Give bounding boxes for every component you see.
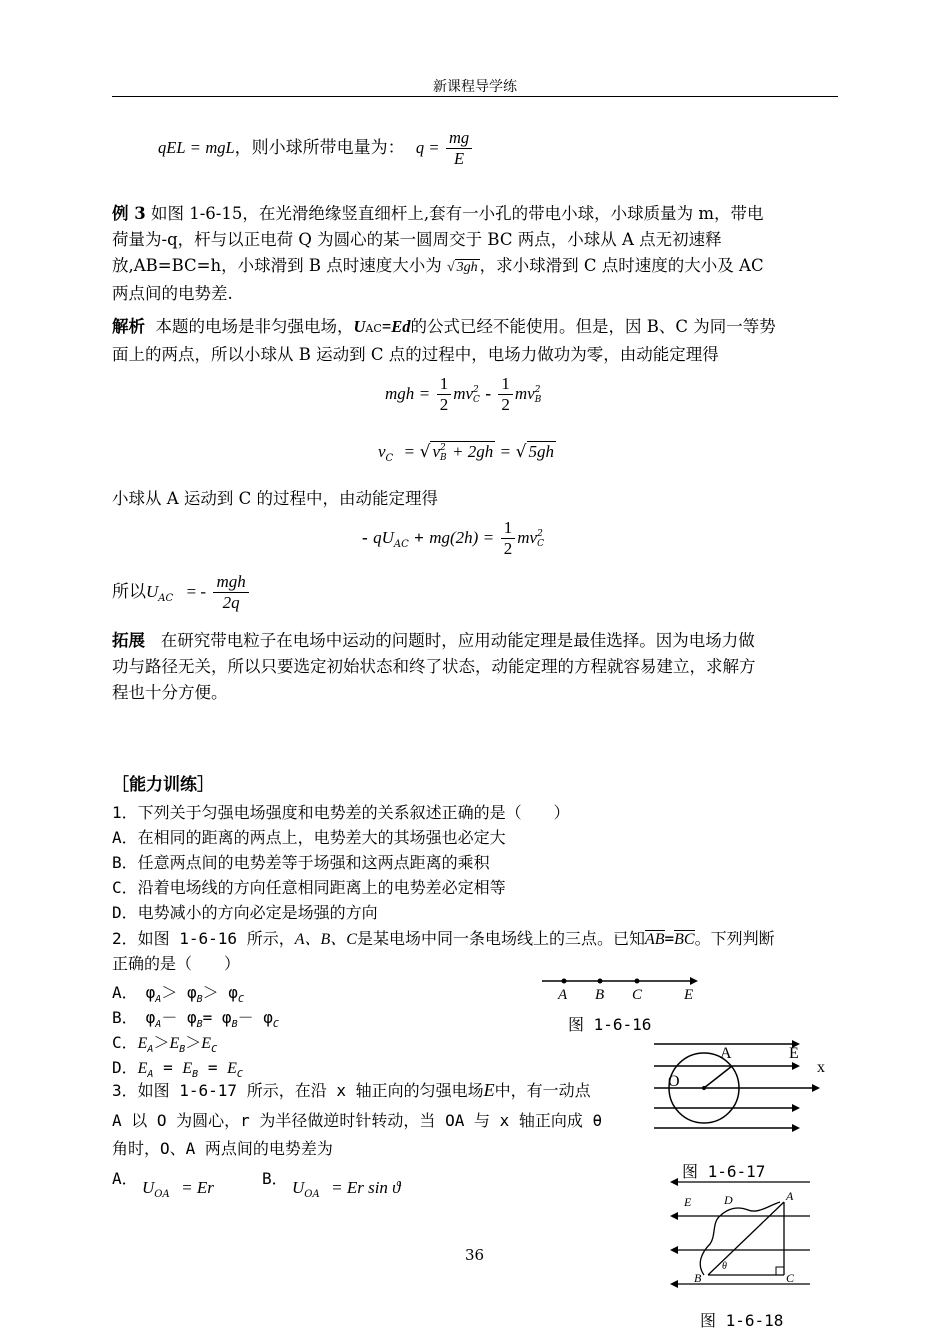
label-x: x — [817, 1059, 825, 1076]
eq1-eq: = — [419, 384, 430, 403]
equation-2 — [378, 442, 556, 464]
q2D-E3: E — [227, 1060, 237, 1077]
label-o: O — [668, 1073, 680, 1090]
q1-option-d: D．电势减小的方向必定是场强的方向 — [112, 903, 378, 922]
analysis-line3: 小球从 A 运动到 C 的过程中，由动能定理得 — [112, 489, 439, 508]
eq2-plus: + 2gh — [452, 442, 494, 461]
arrow-head-icon — [792, 1124, 800, 1132]
example-label: 例 3 — [112, 204, 146, 223]
q2B-phi4: φ — [263, 1008, 273, 1027]
q2c: 。下列判断 — [694, 929, 775, 948]
eq4-num: mgh — [213, 572, 248, 593]
example-line1: 如图 1-6-15，在光滑绝缘竖直细杆上,套有一小孔的带电小球，小球质量为 m，带电 — [150, 204, 764, 223]
q3b: 中，有一动点 — [494, 1081, 591, 1100]
q2B-prefix: B． φ — [112, 1008, 156, 1027]
q2B-sA: A — [155, 1019, 162, 1030]
eq3-frac — [501, 518, 516, 559]
arrow-head-icon — [812, 1084, 820, 1092]
eq3-supsub — [537, 529, 544, 549]
eq4-den: 2q — [222, 593, 240, 612]
q3-line1 — [112, 1078, 591, 1103]
label-e: E — [684, 987, 694, 1003]
eq1-c: C — [473, 394, 480, 405]
label-a: A — [786, 1189, 794, 1203]
q3a: 3．如图 1-6-17 所示，在沿 x 轴正向的匀强电场 — [112, 1081, 484, 1100]
arrow-head-icon — [792, 1104, 800, 1112]
example-line2: 荷量为-q，杆与以正电荷 Q 为圆心的某一圆周交于 BC 两点，小球从 A 点无初速释 — [112, 230, 722, 249]
point-o — [702, 1086, 706, 1090]
extension-label: 拓展 — [112, 631, 145, 650]
eq1-half: 1 — [437, 374, 452, 395]
frac-den: E — [454, 149, 465, 168]
segment-ab: AB — [644, 931, 665, 948]
q3-line3: 角时，O、A 两点间的电势差为 — [112, 1139, 333, 1158]
extension-line3: 程也十分方便。 — [112, 683, 228, 702]
eq-rhs: mgL — [205, 138, 235, 157]
eq4-ac: AC — [158, 593, 174, 604]
q2C-E3: E — [201, 1035, 212, 1052]
point-a — [562, 979, 567, 984]
analysis-line1a: 本题的电场是非匀强电场， — [155, 317, 354, 336]
uac-sub: AC — [365, 322, 382, 335]
label-d: D — [724, 1193, 733, 1207]
radius-oa — [704, 1066, 732, 1088]
eq1-b: B — [534, 394, 542, 405]
example3-block — [112, 201, 840, 307]
eq-text: ，则小球所带电量为： — [234, 138, 405, 158]
q2D-eq1: = — [163, 1058, 173, 1077]
arrow-head-icon — [792, 1062, 800, 1070]
ansA-u: U — [142, 1178, 155, 1197]
extension-line2: 功与路径无关，所以只要选定初始状态和终了状态，动能定理的方程就容易建立，求解方 — [112, 657, 756, 676]
q2C-prefix: C． — [112, 1033, 138, 1052]
eq2-v: v — [378, 442, 386, 461]
eq1-supsub-c — [473, 385, 480, 405]
arrow-head-icon — [690, 977, 698, 985]
eq-sign: = — [190, 138, 201, 157]
figure-1-6-16 — [540, 972, 700, 1004]
eq1-supsub-b — [535, 385, 542, 405]
eq2-sqrt1: √ v 2 B + 2gh — [419, 442, 494, 463]
analysis-line2: 面上的两点，所以小球从 B 运动到 C 点的过程中，电场力做功为零，由动能定理得 — [112, 345, 719, 364]
fig18-caption: 图 1-6-18 — [700, 1311, 784, 1330]
q2D-sB: B — [192, 1069, 199, 1080]
eq-lhs: qEL — [158, 138, 186, 157]
q3-E: E — [483, 1080, 495, 1100]
ansA-sub: OA — [154, 1189, 170, 1200]
eq2-eq: = — [404, 442, 415, 461]
q3-option-a — [142, 1178, 214, 1200]
label-a: A — [720, 1045, 732, 1062]
q2C-gt2: ＞ — [185, 1033, 202, 1052]
ansB-sub: OA — [304, 1189, 320, 1200]
q2A-sA: A — [155, 994, 162, 1005]
eq2-sq: 2 — [440, 442, 446, 453]
analysis-label: 解析 — [112, 317, 145, 336]
segment-bc: BC — [674, 931, 695, 948]
training-title: ［能力训练］ — [112, 775, 214, 795]
q2A-phi2: φ — [186, 983, 197, 1002]
q2B-m2: － — [237, 1008, 254, 1027]
eq3-mv: mv — [517, 528, 538, 547]
right-angle-mark — [776, 1267, 784, 1275]
analysis-block — [112, 314, 840, 368]
equation-1 — [385, 374, 541, 415]
q1-option-c: C．沿着电场线的方向任意相同距离上的电势差必定相等 — [112, 878, 506, 897]
q2a: 2．如图 1-6-16 所示， — [112, 929, 295, 948]
q2B-sB2: B — [231, 1019, 238, 1030]
figure-1-6-17 — [652, 1036, 832, 1164]
sqrt-3gh: √ 3gh — [446, 260, 478, 275]
eq3-minus: - — [362, 528, 368, 547]
q2-abc: A、B、C — [294, 931, 357, 948]
q2A-prefix: A． φ — [112, 983, 156, 1002]
eq3-one: 1 — [501, 518, 516, 539]
q2 — [112, 926, 840, 952]
eq4-u: U — [146, 582, 159, 601]
q2-line2: 正确的是（ ） — [112, 954, 241, 973]
eq3-mg: mg(2h) — [429, 528, 479, 547]
eq-q: q — [415, 138, 425, 157]
eq3-sq: 2 — [537, 528, 543, 539]
q2A-phi3: φ — [228, 983, 238, 1002]
q2C-E1: E — [137, 1035, 148, 1052]
point-b — [598, 979, 603, 984]
example-line4: 两点间的电势差. — [112, 284, 233, 303]
eq4-eq: = - — [186, 582, 207, 601]
eq1-half2: 1 — [498, 374, 513, 395]
q2D-eq2: = — [207, 1058, 218, 1077]
label-b: B — [595, 987, 605, 1003]
arrow-head-icon — [670, 1280, 678, 1288]
eq3-ac: AC — [393, 539, 409, 550]
q1-option-b: B．任意两点间的电势差等于场强和这两点距离的乘积 — [112, 853, 490, 872]
ansA-rhs: = Er — [181, 1178, 214, 1197]
label-e: E — [684, 1195, 692, 1209]
q2A-sB: B — [196, 994, 203, 1005]
q2-eqsign: = — [664, 929, 675, 948]
eq1-two2: 2 — [501, 395, 510, 414]
q2A-gt1: ＞ — [161, 983, 178, 1002]
example-line3a: 放,AB=BC=h，小球滑到 B 点时速度大小为 — [112, 256, 442, 275]
figure-1-6-18 — [668, 1172, 818, 1296]
eq2-sqrt2: √ 5gh — [515, 442, 555, 462]
q2A-sC: C — [237, 994, 244, 1005]
sqrt-content: 3gh — [456, 260, 478, 275]
ansB-u: U — [292, 1178, 305, 1197]
q1: 1．下列关于匀强电场强度和电势差的关系叙述正确的是（ ） — [112, 803, 570, 822]
eq-Ed: =Ed — [381, 317, 411, 336]
eq4-frac — [213, 572, 248, 613]
q3-option-b — [292, 1178, 401, 1200]
eq2-supsub — [440, 443, 447, 463]
q2D-E2: E — [182, 1060, 193, 1077]
q2b: 是某电场中同一条电场线上的三点。已知 — [356, 929, 645, 948]
fig16-caption: 图 1-6-16 — [568, 1015, 652, 1034]
equation-4 — [112, 572, 840, 613]
eq1-sq2: 2 — [534, 384, 541, 395]
q2B-sC: C — [272, 1019, 279, 1030]
fig17-caption: 图 1-6-17 — [682, 1162, 766, 1181]
point-c — [635, 979, 640, 984]
eq1-lhs: mgh — [385, 384, 415, 403]
label-b: B — [694, 1271, 702, 1285]
q3-option-b-label: B． — [262, 1169, 288, 1188]
fraction-mg-E — [446, 128, 472, 169]
q2D-prefix: D． — [112, 1058, 138, 1077]
q2B-sB: B — [196, 1019, 203, 1030]
example-line3b: ，求小球滑到 C 点时速度的大小及 AC — [479, 256, 764, 275]
q2D-sA: A — [147, 1069, 154, 1080]
uac-symbol: U — [353, 317, 366, 336]
eq1-sq: 2 — [473, 384, 479, 395]
eq1-frac1 — [437, 374, 452, 415]
eq3-two: 2 — [503, 539, 513, 558]
q2D-sC: C — [236, 1069, 243, 1080]
q2C-sB: B — [179, 1044, 186, 1055]
eq3-eq: = — [483, 528, 494, 547]
q3-option-a-label: A． — [112, 1169, 138, 1188]
extension-line1: 在研究带电粒子在电场中运动的问题时，应用动能定理是最佳选择。因为电场力做 — [160, 631, 755, 650]
page-number: 36 — [465, 1246, 485, 1264]
eq1-frac2 — [498, 374, 513, 415]
arrow-head-icon — [670, 1246, 678, 1254]
q2D-E1: E — [137, 1060, 148, 1077]
extension-block — [112, 628, 840, 706]
q2B-eq: = — [202, 1008, 213, 1027]
q2C-sC: C — [211, 1044, 218, 1055]
label-a: A — [558, 987, 568, 1003]
eq3-qU: qU — [373, 528, 394, 547]
curved-path — [700, 1202, 780, 1275]
eq2-inner-v: v — [432, 442, 440, 461]
q2C-E2: E — [169, 1035, 180, 1052]
q2B-m1: － — [161, 1008, 178, 1027]
label-c: C — [632, 987, 643, 1003]
arrow-head-icon — [670, 1212, 678, 1220]
ansB-rhs: = Er sin ϑ — [331, 1178, 401, 1197]
so-text: 所以 — [112, 582, 146, 602]
eq3-plus: + — [414, 528, 424, 547]
eq2-b: B — [440, 452, 447, 463]
label-c: C — [786, 1271, 795, 1285]
eq1-two: 2 — [439, 395, 449, 414]
q3-line2: A 以 O 为圆心，r 为半径做逆时针转动，当 OA 与 x 轴正向成 θ — [112, 1111, 603, 1130]
segment-ba — [708, 1202, 784, 1275]
eq1-mv2: mv — [514, 384, 535, 403]
arrow-head-icon — [670, 1178, 678, 1186]
q2C-gt1: ＞ — [153, 1033, 170, 1052]
eq1-mv: mv — [453, 384, 474, 403]
eq-sign2: = — [429, 138, 439, 157]
q2C-sA: A — [147, 1044, 154, 1055]
page-header: 新课程导学练 — [433, 79, 517, 95]
eq1-minus: - — [485, 384, 491, 403]
eq3-c: C — [537, 538, 544, 549]
q1-option-a: A．在相同的距离的两点上，电势差大的其场强也必定大 — [112, 828, 506, 847]
eq2-res: 5gh — [528, 442, 555, 461]
q2B-phi3: φ — [221, 1008, 232, 1027]
eq2-eq2: = — [500, 442, 511, 461]
header-rule — [112, 96, 838, 97]
label-e: E — [789, 1045, 799, 1062]
frac-num: mg — [446, 128, 472, 149]
label-theta: θ — [722, 1261, 727, 1272]
equation-3 — [362, 518, 544, 559]
q2B-phi2: φ — [186, 1008, 197, 1027]
eq2-c: C — [385, 453, 394, 464]
q2A-gt2: ＞ — [202, 983, 219, 1002]
top-equation — [158, 128, 658, 169]
analysis-line1b: 的公式已经不能使用。但是，因 B、C 为同一等势 — [410, 317, 776, 336]
